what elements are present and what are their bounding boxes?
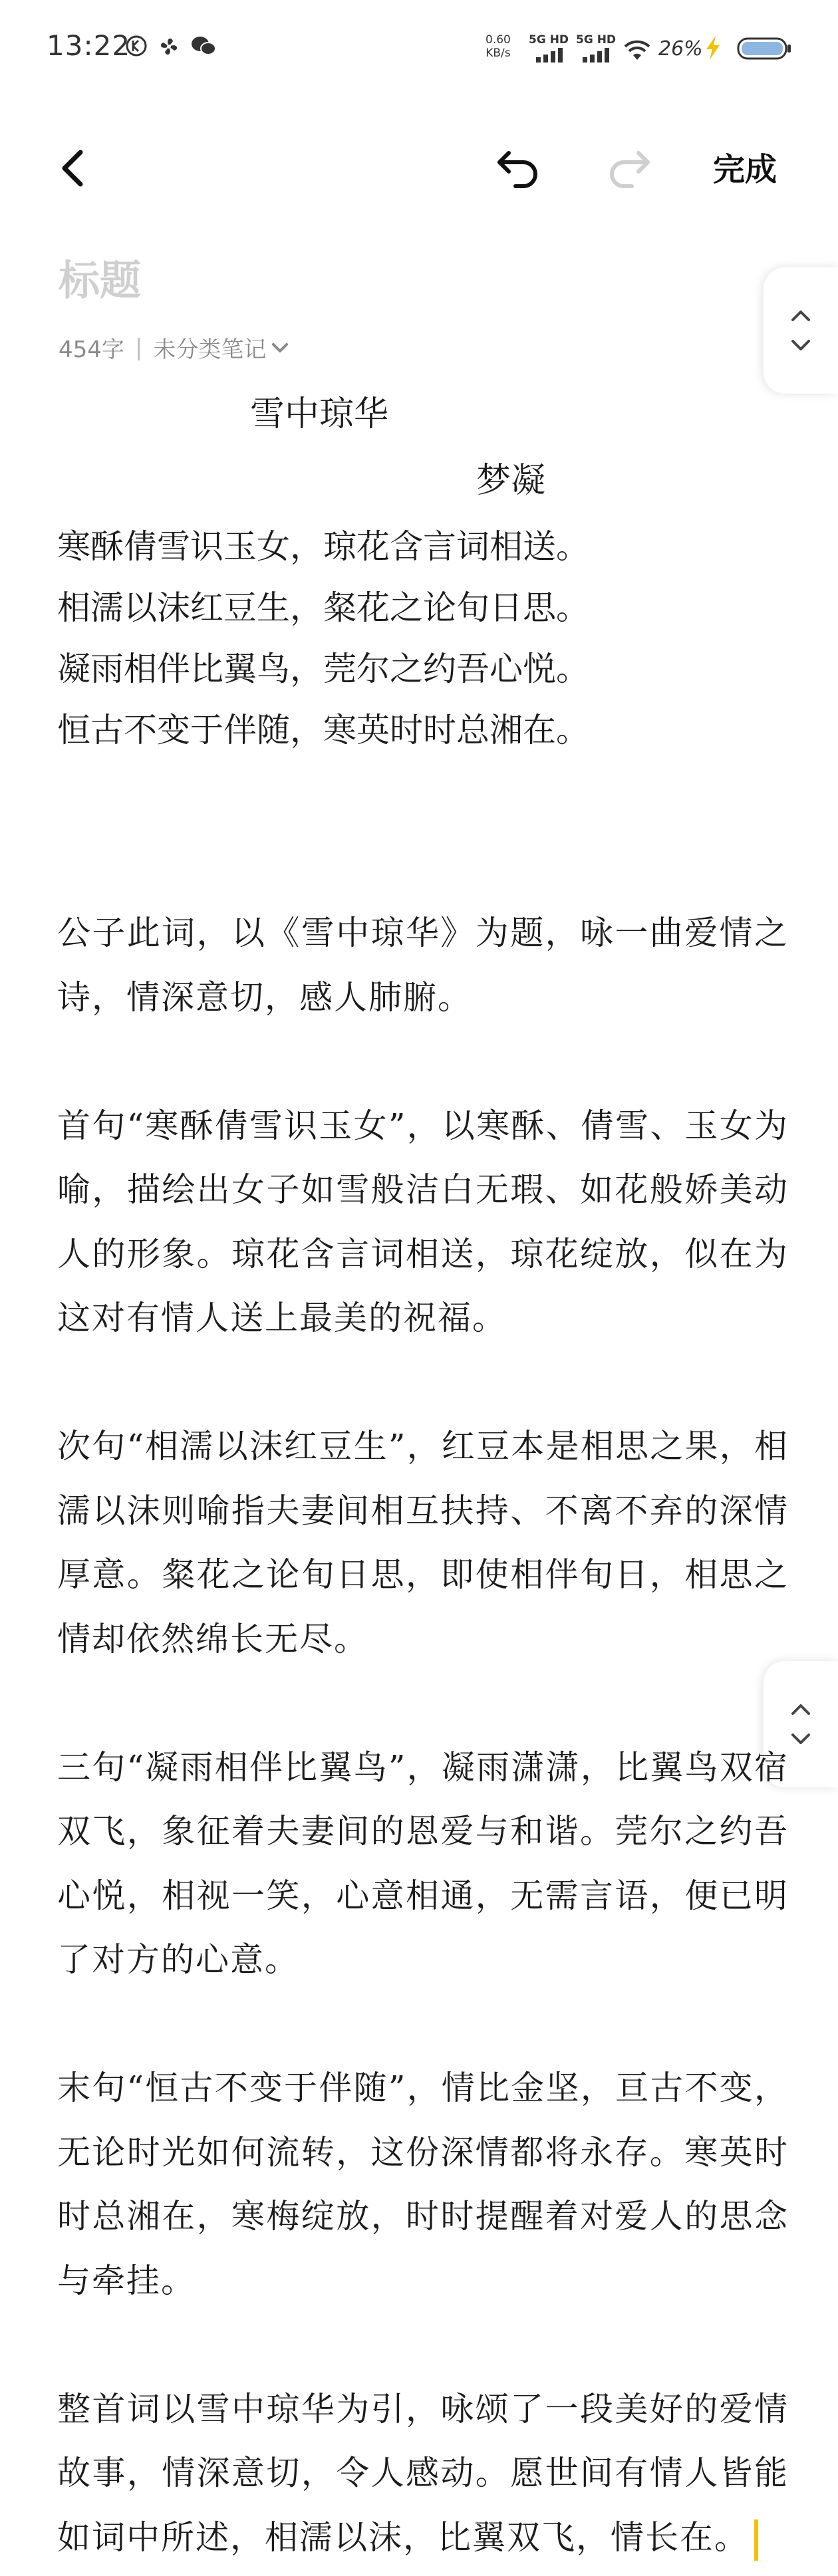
editor-toolbar xyxy=(0,126,838,206)
essay-paragraph xyxy=(57,2377,789,2570)
essay-paragraph: 首句“寒酥倩雪识玉女”，以寒酥、倩雪、玉女为喻，描绘出女子如雪般洁白无瑕、如花般娇美动人的形象。琼花含言词相送，琼花绽放，似在为这对有情人送上最美的祝福。 xyxy=(57,1106,789,1337)
essay-paragraph: 三句“凝雨相伴比翼鸟”，凝雨潇潇，比翼鸟双宿双飞，象征着夫妻间的恩爱与和谐。莞尔之约吾心悦，相视一笑，心意相通，无需言语，便已明了对方的心意。 xyxy=(57,1747,789,1979)
cell-signal-icon xyxy=(583,48,612,65)
text-cursor xyxy=(754,2519,758,2561)
poem-line: 凝雨相伴比翼鸟，莞尔之约吾心悦。 xyxy=(57,650,589,688)
meta-divider: | xyxy=(134,334,143,361)
battery-icon xyxy=(737,37,791,63)
essay-paragraph: 次句“相濡以沫红豆生”，红豆本是相思之果，相濡以沫则喻指夫妻间相互扶持、不离不弃的深情厚意。粲花之论旬日思，即使相伴旬日，相思之情却依然绵长无尽。 xyxy=(57,1427,789,1658)
signal-label-1: 5G HD xyxy=(529,33,569,47)
signal-label-2: 5G HD xyxy=(576,33,617,47)
essay-paragraph-text: 整首词以雪中琼华为引，咏颂了一段美好的爱情故事，情深意切，令人感动。愿世间有情人皆能如词中所述，相濡以沫，比翼双飞，情长在。 xyxy=(57,2389,789,2557)
network-speed xyxy=(486,33,511,60)
status-bar xyxy=(0,0,838,100)
poem-body xyxy=(57,516,589,761)
charging-bolt-icon xyxy=(705,36,721,63)
category-label: 未分类笔记 xyxy=(153,336,267,363)
chevron-left-icon xyxy=(58,148,87,188)
chevron-up-icon[interactable] xyxy=(789,309,812,323)
undo-icon xyxy=(495,148,542,189)
redo-button[interactable] xyxy=(605,145,652,192)
cell-signal-icon xyxy=(536,48,565,65)
category-selector[interactable] xyxy=(153,331,290,364)
poem-title: 雪中琼华 xyxy=(250,394,389,434)
k-circle-icon xyxy=(125,35,148,60)
chevron-down-icon[interactable] xyxy=(789,1732,812,1746)
redo-icon xyxy=(605,148,652,189)
poem-line: 相濡以沫红豆生，粲花之论旬日思。 xyxy=(57,588,589,627)
chevron-down-icon[interactable] xyxy=(789,338,812,352)
chevron-up-icon[interactable] xyxy=(789,1702,812,1717)
poem-author: 梦凝 xyxy=(476,461,546,501)
fan-icon xyxy=(157,35,181,61)
poem-line: 恒古不变于伴随，寒英时时总湘在。 xyxy=(57,711,589,749)
done-button[interactable]: 完成 xyxy=(713,151,777,188)
note-meta xyxy=(59,331,290,364)
undo-button[interactable] xyxy=(495,145,542,192)
note-title-field[interactable]: 标题 xyxy=(59,256,142,305)
network-speed-value: 0.60 xyxy=(486,33,511,47)
back-button[interactable] xyxy=(49,145,96,192)
wifi-icon xyxy=(623,39,652,64)
poem-line: 寒酥倩雪识玉女，琼花含言词相送。 xyxy=(57,527,589,566)
word-count: 454字 xyxy=(59,336,124,363)
essay-paragraph: 公子此词，以《雪中琼华》为题，咏一曲爱情之诗，情深意切，感人肺腑。 xyxy=(57,914,789,1017)
scroll-jump-control[interactable] xyxy=(764,267,838,394)
essay-body xyxy=(57,901,789,2569)
battery-percent: 26% xyxy=(658,37,703,61)
essay-paragraph: 末句“恒古不变于伴随”，情比金坚，亘古不变，无论时光如何流转，这份深情都将永存。寒英时时总湘在，寒梅绽放，时时提醒着对爱人的思念与牵挂。 xyxy=(57,2069,789,2300)
status-time: 13:22 xyxy=(47,29,131,62)
wechat-icon xyxy=(190,35,217,60)
network-speed-unit: KB/s xyxy=(486,47,511,60)
chevron-down-icon xyxy=(270,340,290,355)
